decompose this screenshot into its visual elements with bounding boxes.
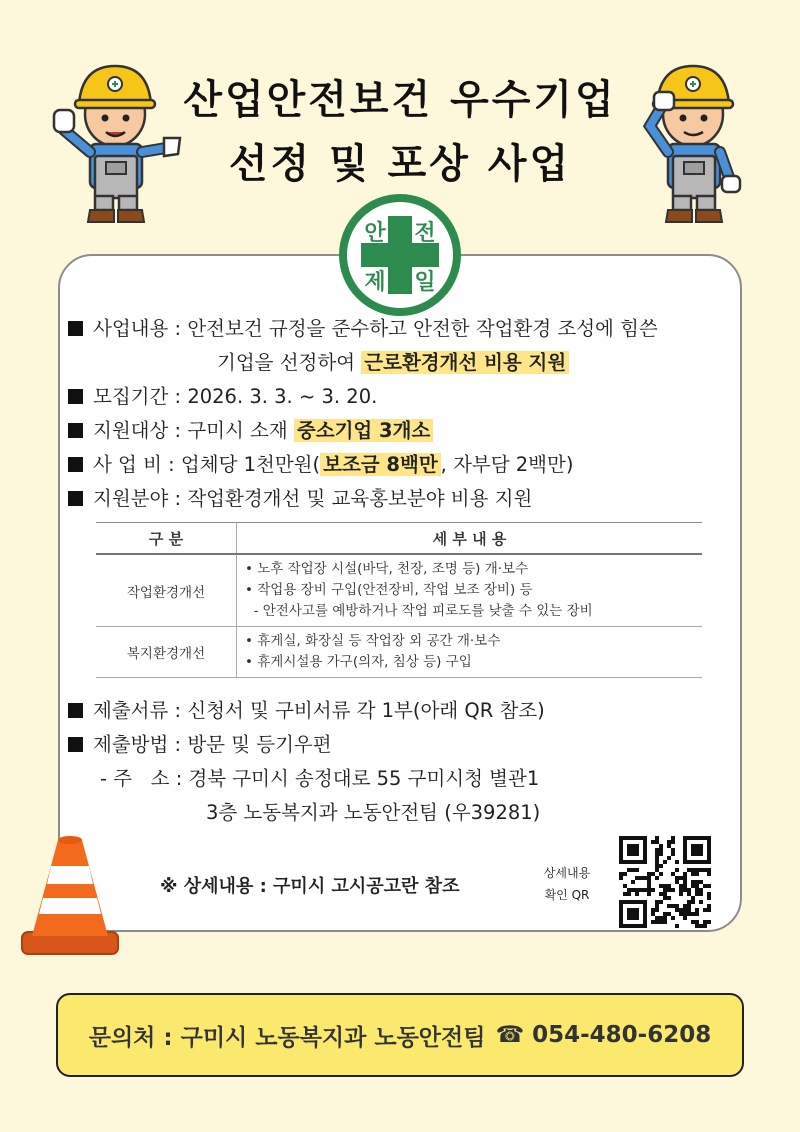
phone-icon: ☎ — [495, 1022, 525, 1048]
detail-line: • 휴게시설용 가구(의자, 침상 등) 구입 — [245, 654, 472, 670]
bullet-square-icon — [68, 389, 83, 404]
bullet-square-icon — [68, 491, 83, 506]
address-line1: - 주 소 : 경북 구미시 송정대로 55 구미시청 별관1 — [100, 767, 540, 790]
item-label: 제출방법 — [93, 733, 169, 756]
table-cell-details — [237, 627, 703, 678]
emblem-char-2: 전 — [414, 221, 436, 246]
item-support-target — [68, 415, 433, 443]
table-row — [96, 627, 702, 678]
item-label: 사 업 비 — [93, 453, 162, 476]
bullet-square-icon — [68, 737, 83, 752]
item-submission-method — [68, 729, 332, 757]
item-recruitment-period — [68, 381, 377, 409]
item-label: 모집기간 — [93, 385, 169, 408]
item-label: 지원대상 — [93, 419, 169, 442]
table-header-row — [96, 523, 702, 555]
item-support-field — [68, 483, 532, 511]
table-row — [96, 554, 702, 627]
highlight-text: 근로환경개선 비용 지원 — [361, 351, 569, 374]
qr-label-line2: 확인 QR — [544, 888, 590, 902]
detail-line: - 안전사고를 예방하거나 작업 피로도를 낮출 수 있는 장비 — [245, 603, 593, 619]
detail-line: • 휴게실, 화장실 등 작업장 외 공간 개·보수 — [245, 633, 501, 649]
highlight-text: 보조금 8백만 — [320, 453, 441, 476]
qr-code[interactable] — [619, 836, 711, 928]
item-text: : 안전보건 규정을 준수하고 안전한 작업환경 조성에 힘쓴 — [168, 317, 658, 340]
bullet-square-icon — [68, 703, 83, 718]
item-label: 지원분야 — [93, 487, 169, 510]
contact-phone[interactable]: 054-480-6208 — [532, 1022, 712, 1048]
item-label: 제출서류 — [93, 699, 169, 722]
item-business-content — [68, 313, 658, 341]
page-title-line1: 산업안전보건 우수기업 — [183, 77, 617, 123]
item-text: : 작업환경개선 및 교육홍보분야 비용 지원 — [168, 487, 533, 510]
bullet-square-icon — [68, 423, 83, 438]
detail-note: ※ 상세내용 : 구미시 고시공고란 참조 — [160, 876, 460, 897]
traffic-cone-illustration — [18, 832, 122, 960]
item-text: : 신청서 및 구비서류 각 1부(아래 QR 참조) — [168, 699, 545, 722]
item-text: , 자부담 2백만) — [440, 453, 574, 476]
page-title-line2: 선정 및 포상 사업 — [228, 141, 572, 187]
item-business-content-cont — [217, 347, 569, 375]
item-text: : 방문 및 등기우편 — [168, 733, 332, 756]
item-label: 사업내용 — [93, 317, 169, 340]
emblem-char-1: 안 — [364, 221, 386, 246]
contact-banner — [56, 993, 744, 1077]
table-cell-category: 복지환경개선 — [96, 627, 237, 678]
table-header-details: 세 부 내 용 — [237, 523, 703, 555]
table-cell-category: 작업환경개선 — [96, 554, 237, 627]
emblem-char-4: 일 — [414, 270, 436, 295]
item-text: : 2026. 3. 3. ~ 3. 20. — [168, 385, 378, 408]
item-text: 기업을 선정하여 — [217, 351, 362, 374]
bullet-square-icon — [68, 457, 83, 472]
bullet-square-icon — [68, 321, 83, 336]
item-budget — [68, 449, 573, 477]
highlight-text: 중소기업 3개소 — [294, 419, 433, 442]
item-documents — [68, 695, 545, 723]
detail-line: • 작업용 장비 구입(안전장비, 작업 보조 장비) 등 — [245, 582, 533, 598]
detail-line: • 노후 작업장 시설(바닥, 천장, 조명 등) 개·보수 — [245, 561, 529, 577]
address-line2: 3층 노동복지과 노동안전팀 (우39281) — [206, 801, 541, 824]
contact-text: 문의처 : 구미시 노동복지과 노동안전팀 — [88, 1024, 486, 1051]
item-text: : 구미시 소재 — [168, 419, 294, 442]
safety-first-emblem-icon — [339, 194, 461, 316]
support-detail-table — [96, 522, 702, 678]
qr-label-line1: 상세내용 — [543, 866, 591, 880]
emblem-char-3: 제 — [364, 270, 386, 295]
table-header-category: 구 분 — [96, 523, 237, 555]
qr-label — [536, 862, 598, 906]
table-cell-details — [237, 554, 703, 627]
item-text: : 업체당 1천만원( — [161, 453, 321, 476]
